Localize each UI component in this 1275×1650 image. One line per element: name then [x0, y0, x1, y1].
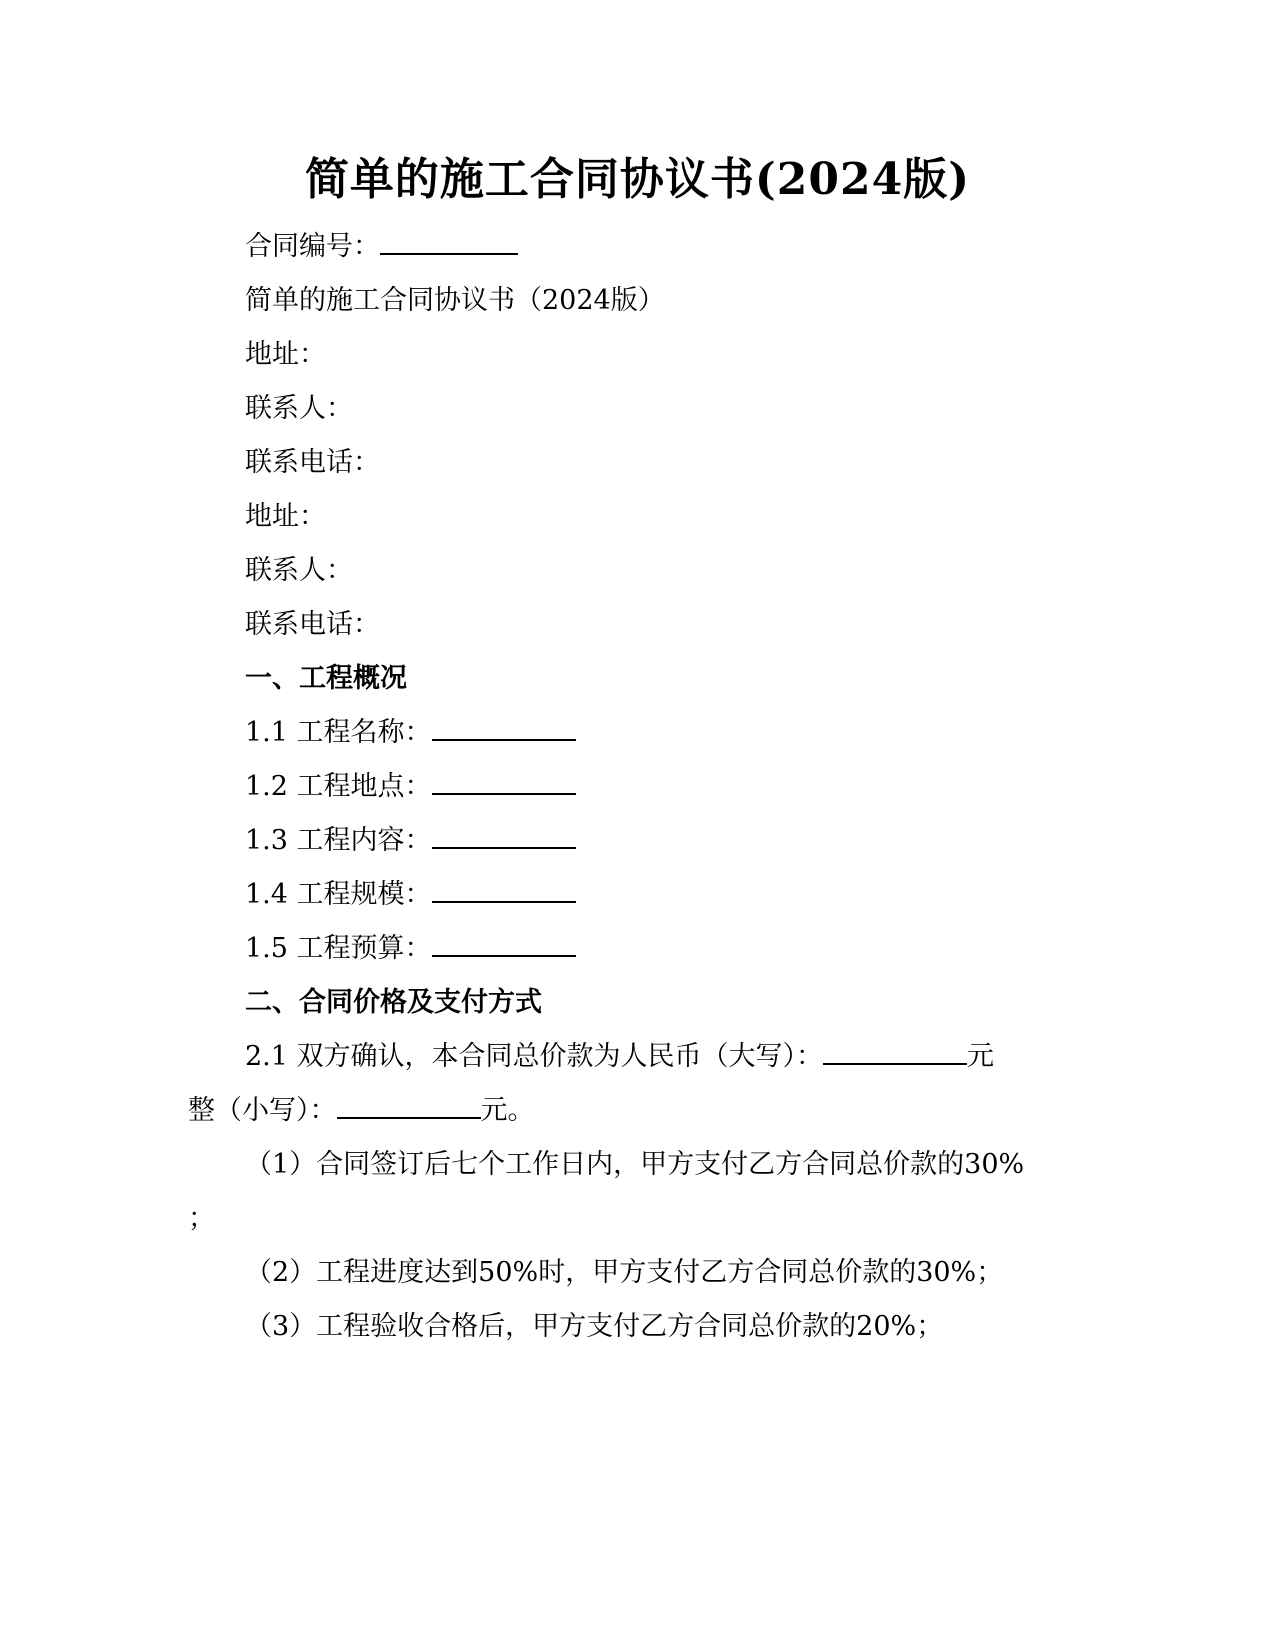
item-blank — [432, 769, 576, 795]
item-blank — [432, 823, 576, 849]
item-label: 1.1 工程名称： — [245, 717, 432, 748]
item-label: 1.2 工程地点： — [245, 771, 432, 802]
document-subtitle: 简单的施工合同协议书（2024版） — [245, 285, 665, 316]
section1-item — [245, 877, 576, 913]
clause-2-1-line1 — [245, 1039, 994, 1075]
item-label: 1.5 工程预算： — [245, 933, 432, 964]
document-title: 简单的施工合同协议书(2024版) — [304, 154, 971, 205]
party-a-address-label: 地址： — [245, 339, 326, 370]
party-a-phone-label: 联系电话： — [245, 447, 380, 478]
contract-number-line — [245, 229, 518, 265]
payment-term-3: （3）工程验收合格后，甲方支付乙方合同总价款的20%； — [245, 1311, 944, 1342]
item-blank — [432, 715, 576, 741]
section1-item — [245, 931, 576, 967]
clause-2-1-text: 整（小写）： — [188, 1095, 337, 1126]
item-label: 1.3 工程内容： — [245, 825, 432, 856]
clause-2-1-text: 2.1 双方确认，本合同总价款为人民币（大写）： — [245, 1041, 824, 1072]
contract-number-label: 合同编号： — [245, 231, 380, 262]
item-blank — [432, 877, 576, 903]
party-b-address-label: 地址： — [245, 501, 326, 532]
party-b-phone-label: 联系电话： — [245, 609, 380, 640]
party-a-contact-label: 联系人： — [245, 393, 353, 424]
item-label: 1.4 工程规模： — [245, 879, 432, 910]
section2-heading: 二、合同价格及支付方式 — [245, 987, 542, 1018]
section1-item — [245, 715, 576, 751]
currency-unit: 元 — [967, 1041, 995, 1072]
contract-number-blank — [380, 229, 518, 255]
section1-heading: 一、工程概况 — [245, 663, 407, 694]
item-blank — [432, 931, 576, 957]
payment-term-2: （2）工程进度达到50%时，甲方支付乙方合同总价款的30%； — [245, 1257, 1004, 1288]
party-b-contact-label: 联系人： — [245, 555, 353, 586]
payment-term-1-tail: ； — [188, 1203, 215, 1234]
clause-2-1-line2 — [188, 1093, 535, 1129]
amount-in-figures-blank — [337, 1093, 481, 1119]
section1-item — [245, 769, 576, 805]
currency-unit: 元。 — [480, 1095, 535, 1126]
payment-term-1: （1）合同签订后七个工作日内，甲方支付乙方合同总价款的30% — [245, 1149, 1025, 1180]
amount-in-words-blank — [823, 1039, 967, 1065]
section1-item — [245, 823, 576, 859]
